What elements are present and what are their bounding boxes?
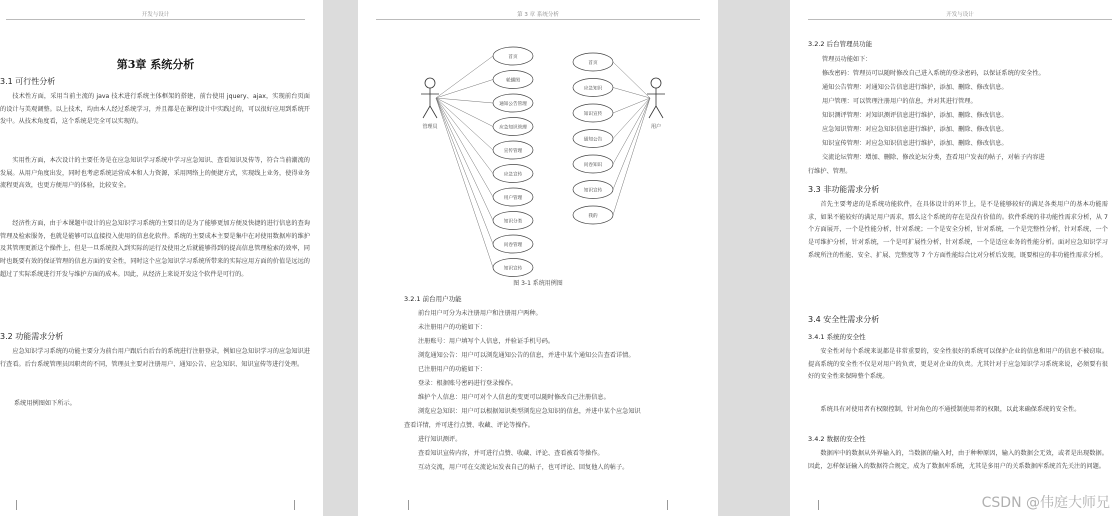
section-heading-3-4-2: 3.4.2 数据的安全性 xyxy=(808,435,866,443)
use-case xyxy=(493,94,533,112)
actor-admin-label: 管理员 xyxy=(422,124,438,130)
header-rule xyxy=(808,19,1112,20)
section-heading-3-2: 3.2 功能需求分析 xyxy=(0,332,64,341)
text-line: 登录：根据账号密码进行登录操作。 xyxy=(418,380,517,387)
use-case xyxy=(573,206,613,224)
figure-caption: 图 3-1 系统用例图 xyxy=(513,280,563,287)
text-line: 查看详情，并可进行点赞、收藏、评论等操作。 xyxy=(404,422,534,429)
header-rule xyxy=(6,19,305,20)
text-line: 浏览应急知识：用户可以根据知识类型浏览应急知识的信息，并进中某个应急知识 xyxy=(418,408,641,415)
page-header: 开发与设计 xyxy=(141,12,170,18)
use-case xyxy=(573,155,613,173)
text-line: 管理员功能如下： xyxy=(822,56,872,63)
paragraph-usecase-intro: 系统用例图如下所示。 xyxy=(14,400,76,407)
text-line: 用户管理：可以管理注册用户的信息，并对其进行管理。 xyxy=(822,98,977,105)
use-case-label: 应急宣传 xyxy=(503,172,523,178)
text-line: 维护个人信息：用户可对个人信息的变更可以随时修改自己注册信息。 xyxy=(418,394,610,401)
section-heading-3-4-1: 3.4.1 系统的安全性 xyxy=(808,333,866,341)
use-case-label: 轮播图 xyxy=(506,78,520,84)
use-case-label: 知识宣传 xyxy=(583,188,603,194)
margin-mark xyxy=(398,500,409,510)
use-case-diagram xyxy=(358,38,718,283)
paragraph-data-security: 数据库中的数据从外界输入的，当数据的输入时，由于种种原因，输入的数据会无效，或者是出现数据。因此，怎样保证输入的数据符合规定，成为了数据库系统，尤其是多用户的关系数据库系统首先关注的问题。 xyxy=(808,450,1108,470)
text-line: 交流论坛管理：增加、删除、修改论坛分类，查看用户发表的帖子，对帖子内容进 xyxy=(822,154,1045,161)
use-case xyxy=(573,104,613,122)
page-header: 开发与设计 xyxy=(946,12,974,18)
chapter-title: 第3章 系统分析 xyxy=(116,58,195,71)
text-line: 查看知识宣传内容，并可进行点赞、收藏、评论、查看被看等操作。 xyxy=(418,450,604,457)
text-line: 应急知识管理：对应急知识信息进行维护，添加、删除、修改信息。 xyxy=(822,126,1008,133)
use-case-label: 问卷管理 xyxy=(503,243,523,248)
association-line xyxy=(613,98,650,113)
text-line: 通知公告管理：对通知公告信息进行维护，添加、删除、修改信息。 xyxy=(822,84,1008,91)
use-case xyxy=(493,47,533,65)
association-line xyxy=(613,98,650,215)
association-line xyxy=(436,98,493,244)
use-case-label: 应急知识 xyxy=(583,86,603,92)
text-line: 前台用户可分为未注册用户和注册用户两种。 xyxy=(418,310,542,317)
use-case xyxy=(493,188,533,206)
use-case xyxy=(573,79,613,97)
use-case-label: 应急知识管理 xyxy=(499,125,527,131)
association-line xyxy=(613,98,650,164)
association-line xyxy=(436,98,493,174)
association-line xyxy=(436,98,493,268)
header-rule xyxy=(376,19,700,20)
association-line xyxy=(436,98,493,221)
use-case xyxy=(493,165,533,183)
use-case-label: 首页 xyxy=(588,61,598,66)
use-case-label: 知识宣传 xyxy=(583,112,603,117)
use-case-label: 问卷知识 xyxy=(583,163,603,168)
use-case-label: 知识分类 xyxy=(503,219,523,225)
text-line: 浏览通知公告：用户可以浏览通知公告的信息，并进中某个通知公告查看详情。 xyxy=(418,352,635,359)
margin-mark xyxy=(6,500,17,510)
section-heading-3-3: 3.3 非功能需求分析 xyxy=(808,185,880,194)
text-line: 注册账号：用户填写个人信息，并验证手机号码。 xyxy=(418,338,555,345)
use-case-label: 宣传管理 xyxy=(503,149,523,154)
use-case xyxy=(493,259,533,277)
text-line: 知识测评管理：对知识测评信息进行维护，添加、删除、修改信息。 xyxy=(822,112,1008,119)
document-page-1 xyxy=(0,0,323,516)
paragraph-system-security: 安全性对每个系统来说都是非常重要的，安全性很好的系统可以保护企业的信息和用户的信息不被窃取。提高系统的安全性不仅是对用户的负责，更是对企业的负责。尤其针对于应急知识学习系统来说，必须要有很好的安全性来保障整个系统。 xyxy=(808,348,1108,381)
association-line xyxy=(613,98,650,139)
use-case xyxy=(493,141,533,159)
actor-user-label: 用户 xyxy=(650,124,662,130)
text-line: 进行知识测评。 xyxy=(418,436,462,443)
paragraph-access-control: 系统具有对使用者有权限控制，针对角色的不通授制使用者的权限，以此来确保系统的安全性。 xyxy=(820,406,1081,413)
watermark: CSDN @伟庭大师兄 xyxy=(981,495,1110,511)
use-case-label: 通知公告 xyxy=(583,137,603,143)
use-case xyxy=(573,130,613,148)
page-header: 第 3 章 系统分析 xyxy=(517,12,559,18)
paragraph-nonfunctional: 首先主要考虑的是系统功能软件，在具体设计的环节上，是不是能够较好的满足各类用户的基本功能需求，如果不能较好的满足用户需求，那么这个系统的存在是没有价值的。软件系统的非功能性需求分析，从 7 个方面展开，一个是性能分析，针对系统；一个是安全分析，针对系统，一个是完整性分析，针对系统，一个是可维护分析，针对系统，一个是可扩展性分析，针对系统，一个是适应业务的性能分析。面对应急知识学习系统所注的性能、安全、扩展、完整度等 7 个方面性能综合比对分析后发现，既要相应的非功能性需求分析。 xyxy=(808,201,1108,259)
text-line: 修改密码：管理员可以随时修改自己进入系统的登录密码，以保证系统的安全性。 xyxy=(822,70,1045,77)
use-case-label: 用户管理 xyxy=(503,196,523,201)
text-line: 互动交流，用户可在交流论坛发表自己的帖子，也可评论、回复他人的帖子。 xyxy=(418,464,629,471)
paragraph-economic: 经济性方面，由于本课题中设计的应急知识学习系统的主要目的是为了能够更加方便及快捷的进行信息的查询管理及检索服务，也就是能够可以直接投入使用的信息化软件。系统的主要成本主要是集中在对使用数据库的维护及其管理更新这个操件上，但是一旦系统投入到实际的运行及使用之后就能够得到的提高信息管理检索的效率，同时也既要有效的保证管理的信息方面的安全性，同时这个应急知识学习系统所带来的实际应用方面的价值是远远的超过了实际系统进行开发与维护方面的成本。因此，从经济上来说开发这个软件是可行的。 xyxy=(0,220,310,278)
use-case-label: 首页 xyxy=(508,55,518,60)
margin-mark xyxy=(808,500,819,510)
section-heading-3-2-2: 3.2.2 后台管理员功能 xyxy=(808,40,873,48)
margin-mark xyxy=(667,500,678,510)
paragraph-practical: 实用性方面，本次设计的主要任务是在应急知识学习系统中学习应急知识、查看知识及传等，符合当前潮流的发展。从用户角度出发，同时也考虑系统运营成本和人力资源，采用网络上的便捷方式，实现线上业务，使得业务流程更高效，也更方便用户的体验，比较安全。 xyxy=(0,157,310,190)
margin-mark xyxy=(294,500,305,510)
use-case xyxy=(573,181,613,199)
section-heading-3-1: 3.1 可行性分析 xyxy=(0,77,56,86)
section-heading-3-2-1: 3.2.1 前台用户功能 xyxy=(404,295,462,303)
paragraph-functional: 应急知识学习系统的功能主要分为前台用户跟后台后台的系统进行注册登录，例如应急知识学习的应急知识进行查看。后台系统管理员因职责的不同，管理员主要对注册用户、通知公告、应急知识、知识宣传等进行处理。 xyxy=(0,348,310,368)
use-case xyxy=(493,212,533,230)
text-line: 行维护、管理。 xyxy=(808,168,852,175)
document-page-2 xyxy=(358,0,718,516)
use-case-label: 通知公告管理 xyxy=(499,102,527,107)
use-case xyxy=(493,71,533,89)
text-line: 知识宣传管理：对应急知识信息进行维护，添加、删除、修改信息。 xyxy=(822,140,1008,147)
text-line: 未注册用户的功能如下： xyxy=(418,324,487,331)
use-case xyxy=(493,118,533,136)
association-line xyxy=(436,80,493,99)
association-line xyxy=(436,56,493,98)
use-case xyxy=(573,53,613,71)
text-line: 已注册用户的功能如下： xyxy=(418,366,487,373)
use-case-label: 知识宣传 xyxy=(503,266,523,272)
use-case-label: 我的 xyxy=(588,214,598,219)
association-line xyxy=(613,98,650,190)
paragraph-technical: 技术性方面，采用当前主流的 java 技术进行系统主体框架的搭建，前台使用 jquery、ajax，实现前台页面的设计与美观调整。以上技术，均由本人经过系统学习，并且都是在课程设计中实践过的，可以很好应用到系统开发中。从技术角度看，这个系统是完全可以实现的。 xyxy=(0,93,310,126)
use-case xyxy=(493,235,533,253)
section-heading-3-4: 3.4 安全性需求分析 xyxy=(808,315,880,324)
document-page-3 xyxy=(790,0,1116,516)
